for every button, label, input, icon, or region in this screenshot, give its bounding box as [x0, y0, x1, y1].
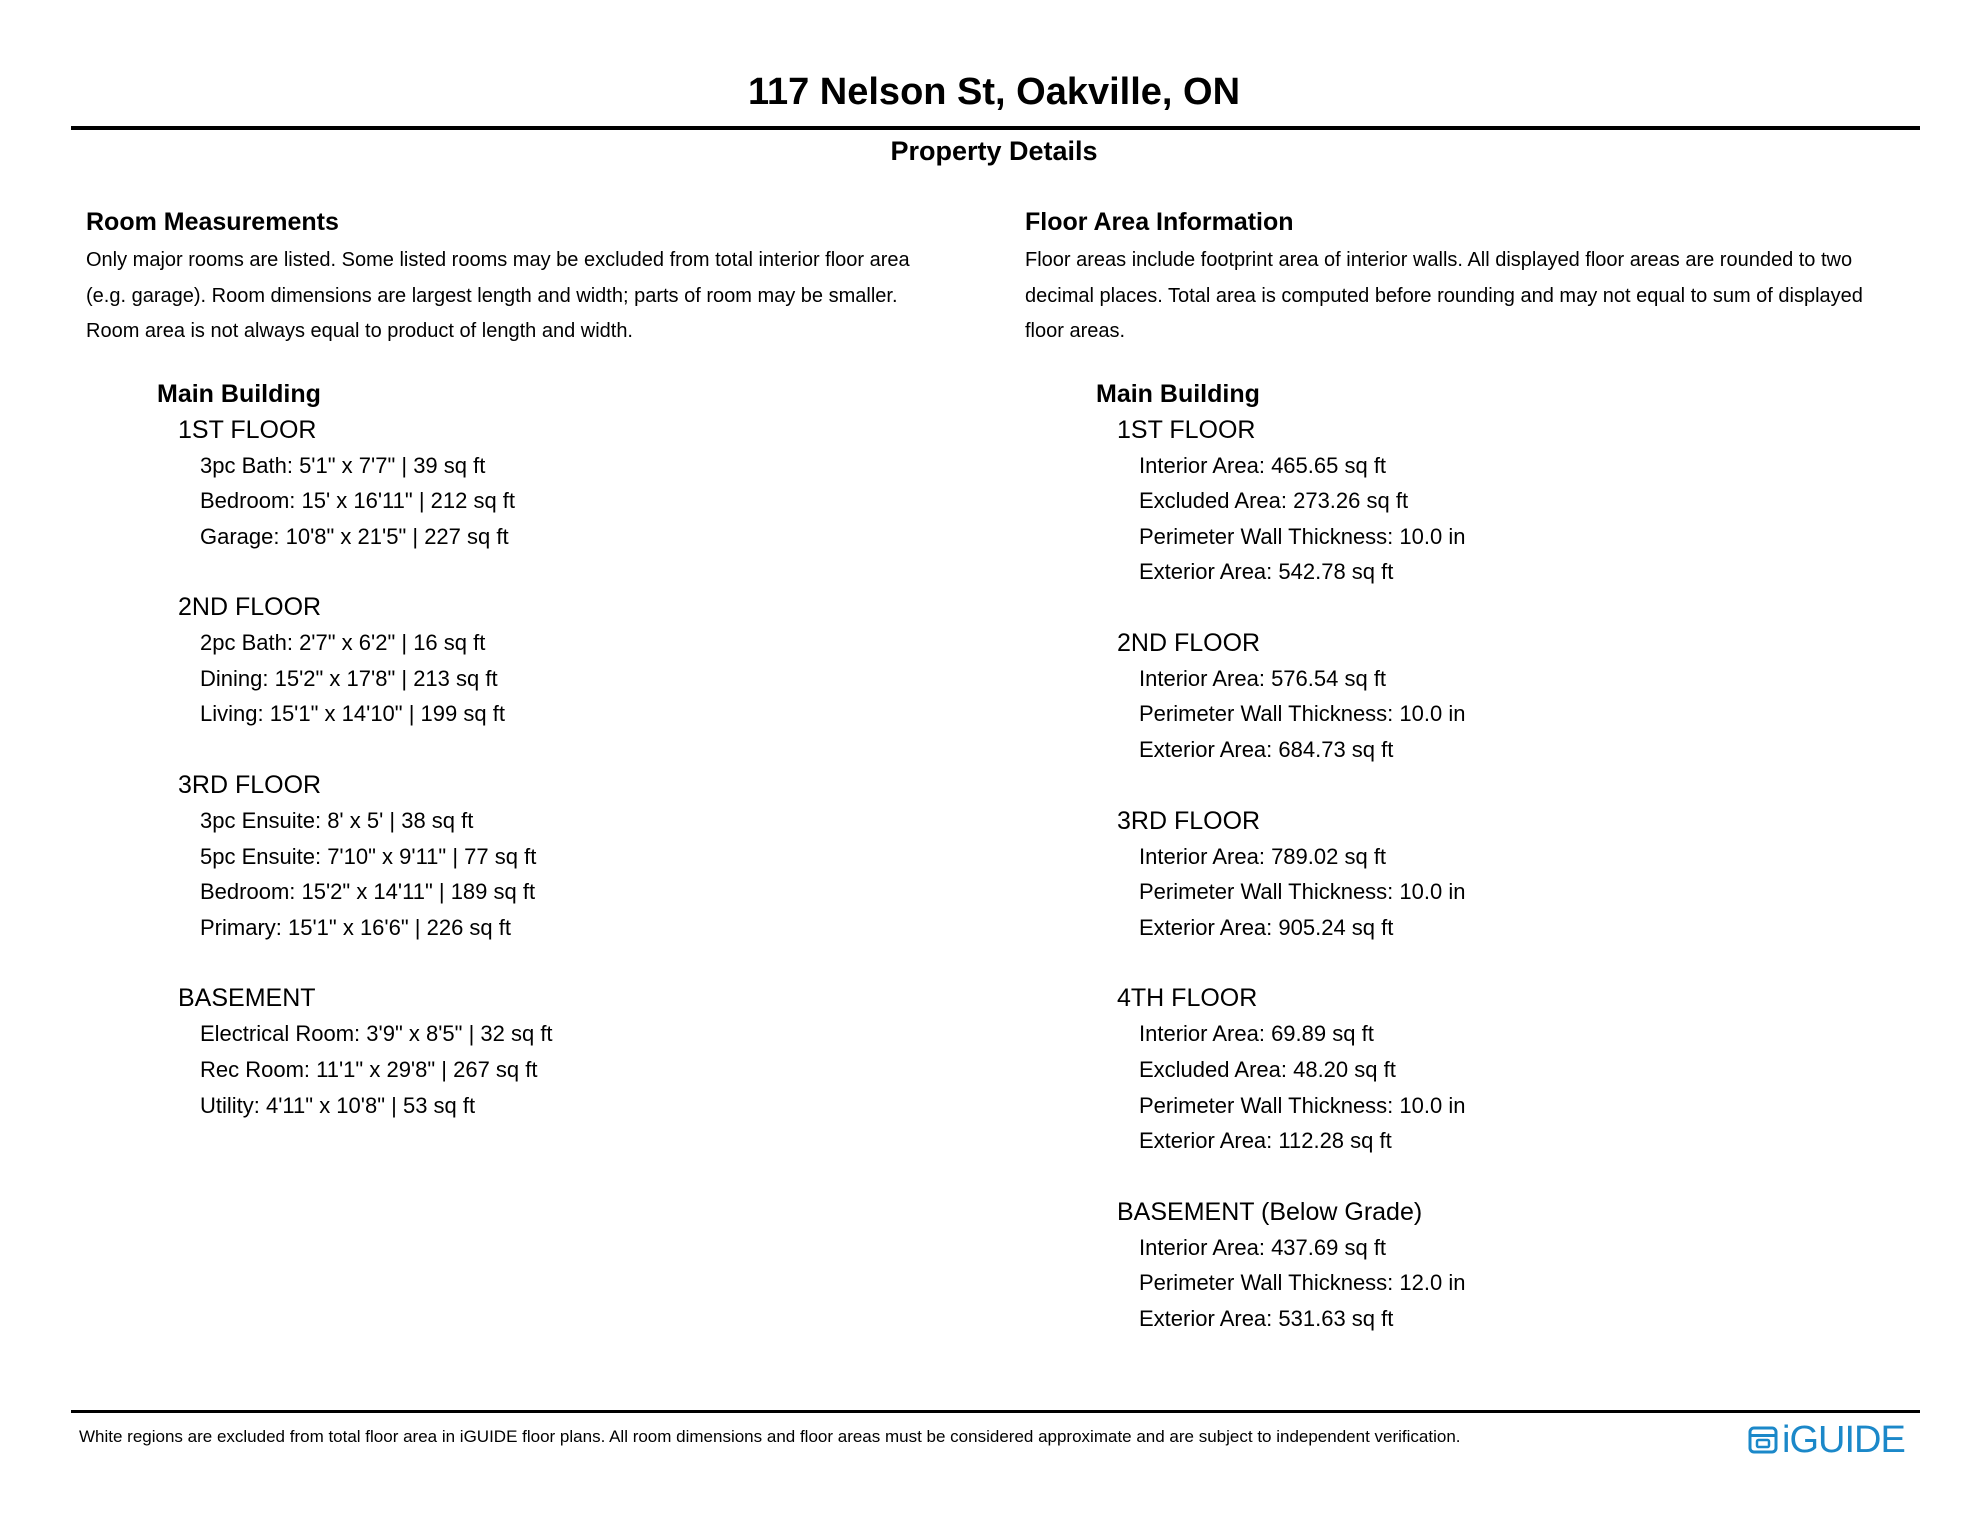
intro-line: (e.g. garage). Room dimensions are largest length and width; parts of room may be smaller.	[86, 284, 898, 307]
floor-item: Bedroom: 15' x 16'11" | 212 sq ft	[200, 488, 516, 514]
floor-block	[178, 980, 986, 1123]
floor-item: Exterior Area: 905.24 sq ft	[1139, 914, 1394, 940]
floor-block	[178, 589, 986, 732]
floor-list	[86, 412, 986, 1124]
room-measurements-section	[86, 205, 986, 1123]
floor-item: 3pc Bath: 5'1" x 7'7" | 39 sq ft	[200, 452, 486, 478]
section-intro	[1025, 243, 1945, 350]
floor-item: Living: 15'1" x 14'10" | 199 sq ft	[200, 701, 505, 727]
floor-name: 3RD FLOOR	[1117, 806, 1261, 835]
floor-block	[1117, 625, 1945, 768]
floor-item: Exterior Area: 531.63 sq ft	[1139, 1306, 1394, 1331]
floor-item: Rec Room: 11'1" x 29'8" | 267 sq ft	[200, 1057, 538, 1083]
building-name: Main Building	[1096, 379, 1260, 408]
floor-block	[1117, 1194, 1945, 1337]
floor-item: Interior Area: 437.69 sq ft	[1139, 1234, 1387, 1260]
intro-line: Only major rooms are listed. Some listed rooms may be excluded from total interior floor area	[86, 249, 910, 271]
floor-block	[1117, 412, 1945, 590]
floor-block	[1117, 980, 1945, 1158]
building-name: Main Building	[157, 379, 321, 408]
intro-line: decimal places. Total area is computed before rounding and may not equal to sum of displayed	[1025, 284, 1863, 307]
floor-block	[1117, 803, 1945, 946]
section-intro	[86, 243, 986, 350]
floor-item: Exterior Area: 684.73 sq ft	[1139, 737, 1394, 763]
intro-line: Room area is not always equal to product of length and width.	[86, 320, 633, 342]
intro-line: Floor areas include footprint area of interior walls. All displayed floor areas are rounded to two	[1025, 249, 1853, 271]
floor-item: Primary: 15'1" x 16'6" | 226 sq ft	[200, 914, 511, 940]
floor-name: 1ST FLOOR	[1117, 415, 1256, 444]
floor-item: Perimeter Wall Thickness: 10.0 in	[1139, 1092, 1466, 1118]
floor-item: Perimeter Wall Thickness: 12.0 in	[1139, 1270, 1466, 1296]
page-title: 117 Nelson St, Oakville, ON	[747, 71, 1241, 113]
floor-block	[178, 412, 986, 555]
floor-item: Bedroom: 15'2" x 14'11" | 189 sq ft	[200, 879, 536, 905]
floor-item: Garage: 10'8" x 21'5" | 227 sq ft	[200, 523, 509, 549]
floor-name: 2ND FLOOR	[1117, 628, 1261, 657]
floor-block	[178, 767, 986, 945]
header-divider	[71, 126, 1920, 130]
floor-list	[1025, 412, 1945, 1337]
floor-item: Excluded Area: 48.20 sq ft	[1139, 1057, 1396, 1083]
section-heading: Room Measurements	[86, 208, 339, 236]
floor-name: 2ND FLOOR	[178, 593, 322, 622]
page-subtitle: Property Details	[890, 136, 1098, 166]
floor-name: 1ST FLOOR	[178, 415, 317, 444]
floor-item: Interior Area: 465.65 sq ft	[1139, 452, 1387, 478]
iguide-logo-icon	[1748, 1424, 1778, 1456]
floor-item: 2pc Bath: 2'7" x 6'2" | 16 sq ft	[200, 630, 486, 656]
section-heading: Floor Area Information	[1025, 208, 1294, 236]
footer-divider	[71, 1410, 1920, 1413]
floor-name: 4TH FLOOR	[1117, 984, 1258, 1013]
floor-item: 5pc Ensuite: 7'10" x 9'11" | 77 sq ft	[200, 843, 537, 869]
intro-line: floor areas.	[1025, 320, 1126, 342]
floor-item: Electrical Room: 3'9" x 8'5" | 32 sq ft	[200, 1021, 553, 1047]
floor-area-section	[1025, 205, 1945, 1337]
floor-item: Dining: 15'2" x 17'8" | 213 sq ft	[200, 665, 498, 691]
floor-item: 3pc Ensuite: 8' x 5' | 38 sq ft	[200, 808, 474, 834]
floor-item: Exterior Area: 542.78 sq ft	[1139, 559, 1394, 585]
floor-item: Perimeter Wall Thickness: 10.0 in	[1139, 879, 1466, 905]
floor-name: BASEMENT	[178, 984, 316, 1013]
floor-item: Interior Area: 576.54 sq ft	[1139, 665, 1387, 691]
logo-text: iGUIDE	[1782, 1419, 1905, 1461]
floor-item: Exterior Area: 112.28 sq ft	[1139, 1128, 1392, 1154]
floor-item: Interior Area: 789.02 sq ft	[1139, 843, 1387, 869]
iguide-logo	[1748, 1420, 1905, 1460]
floor-item: Utility: 4'11" x 10'8" | 53 sq ft	[200, 1092, 476, 1118]
floor-item: Excluded Area: 273.26 sq ft	[1139, 488, 1409, 514]
floor-item: Perimeter Wall Thickness: 10.0 in	[1139, 523, 1466, 549]
footer-disclaimer: White regions are excluded from total floor area in iGUIDE floor plans. All room dimensions and floor areas must be considered approximate and are subject to independent verification.	[79, 1427, 1461, 1446]
floor-item: Interior Area: 69.89 sq ft	[1139, 1021, 1374, 1047]
floor-name: 3RD FLOOR	[178, 771, 322, 800]
floor-name: BASEMENT (Below Grade)	[1117, 1197, 1423, 1226]
floor-item: Perimeter Wall Thickness: 10.0 in	[1139, 701, 1466, 727]
